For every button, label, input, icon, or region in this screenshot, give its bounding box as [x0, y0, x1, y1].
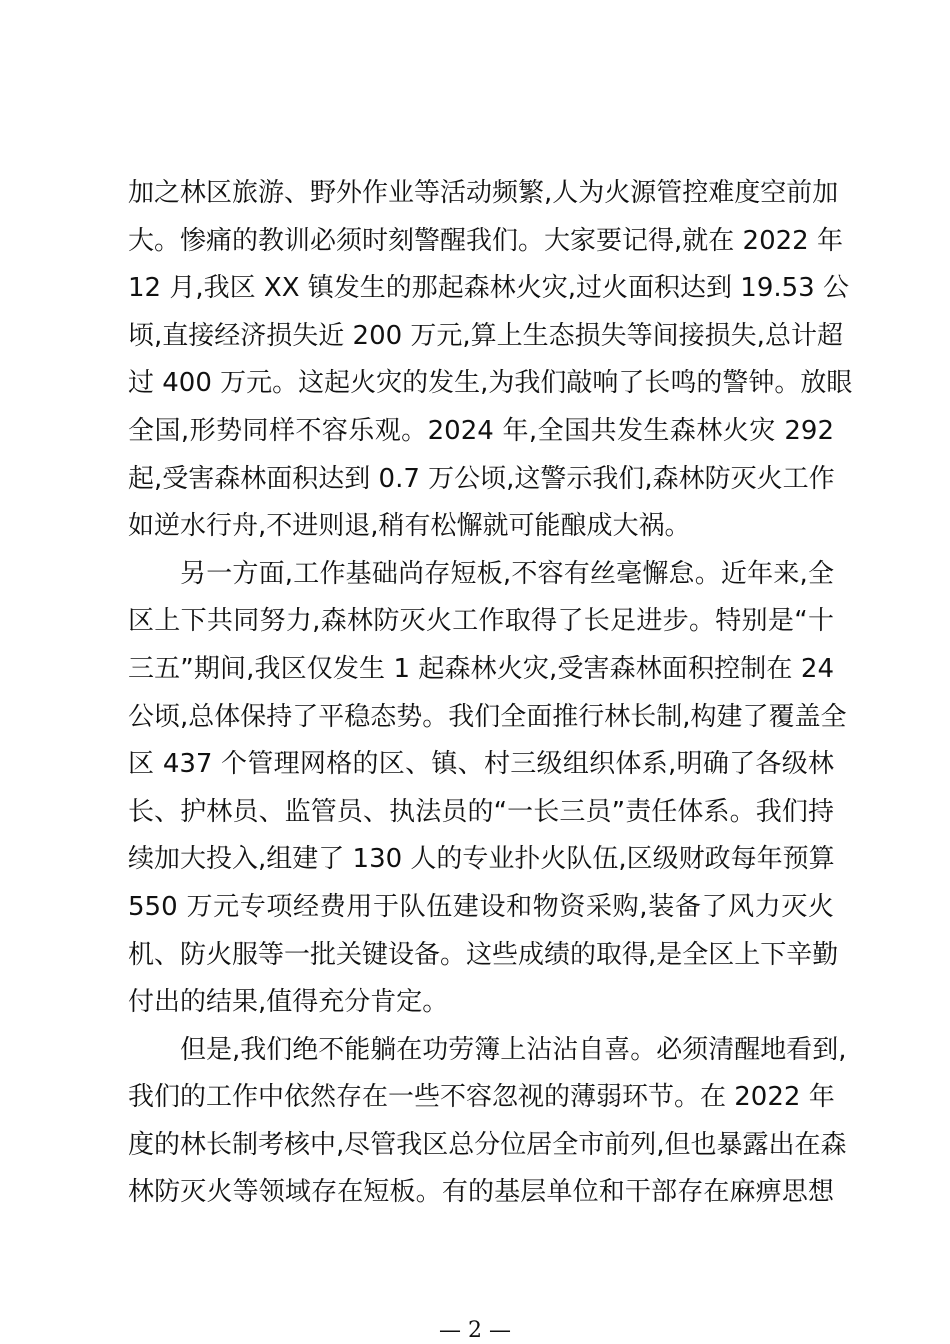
text-line: 机、防火服等一批关键设备。这些成绩的取得,是全区上下辛勤 — [128, 939, 839, 970]
text-line: 如逆水行舟,不进则退,稍有松懈就可能酿成大祸。 — [128, 511, 691, 542]
page-number: — 2 — — [439, 1318, 511, 1343]
text-line: 12 月,我区 XX 镇发生的那起森林火灾,过火面积达到 19.53 公 — [128, 273, 849, 304]
body-text — [128, 170, 853, 1217]
text-line: 三五”期间,我区仅发生 1 起森林火灾,受害森林面积控制在 24 — [128, 653, 834, 684]
text-line: 我们的工作中依然存在一些不容忽视的薄弱环节。在 2022 年 — [128, 1082, 835, 1113]
text-line: 区 437 个管理网格的区、镇、村三级组织体系,明确了各级林 — [128, 749, 834, 780]
text-line: 加之林区旅游、野外作业等活动频繁,人为火源管控难度空前加 — [128, 178, 839, 208]
text-line: 顷,直接经济损失近 200 万元,算上生态损失等间接损失,总计超 — [128, 320, 843, 351]
paragraph-first-line: 但是,我们绝不能躺在功劳簿上沾沾自喜。必须清醒地看到, — [180, 1034, 847, 1065]
text-line: 续加大投入,组建了 130 人的专业扑火队伍,区级财政每年预算 — [128, 844, 835, 875]
text-line: 林防灭火等领域存在短板。有的基层单位和干部存在麻痹思想 — [128, 1177, 834, 1208]
text-line: 起,受害森林面积达到 0.7 万公顷,这警示我们,森林防灭火工作 — [128, 463, 835, 494]
text-line: 过 400 万元。这起火灾的发生,为我们敲响了长鸣的警钟。放眼 — [128, 368, 853, 399]
text-line: 公顷,总体保持了平稳态势。我们全面推行林长制,构建了覆盖全 — [128, 701, 847, 732]
text-line: 550 万元专项经费用于队伍建设和物资采购,装备了风力灭火 — [128, 891, 834, 922]
text-line: 区上下共同努力,森林防灭火工作取得了长足进步。特别是“十 — [128, 606, 834, 637]
text-line: 全国,形势同样不容乐观。2024 年,全国共发生森林火灾 292 — [128, 415, 834, 446]
text-line: 度的林长制考核中,尽管我区总分位居全市前列,但也暴露出在森 — [128, 1129, 847, 1160]
text-line: 长、护林员、监管员、执法员的“一长三员”责任体系。我们持 — [128, 796, 834, 827]
paragraph-first-line: 另一方面,工作基础尚存短板,不容有丝毫懈怠。近年来,全 — [180, 558, 834, 589]
text-line: 付出的结果,值得充分肯定。 — [128, 987, 449, 1018]
text-line: 大。惨痛的教训必须时刻警醒我们。大家要记得,就在 2022 年 — [128, 225, 843, 256]
